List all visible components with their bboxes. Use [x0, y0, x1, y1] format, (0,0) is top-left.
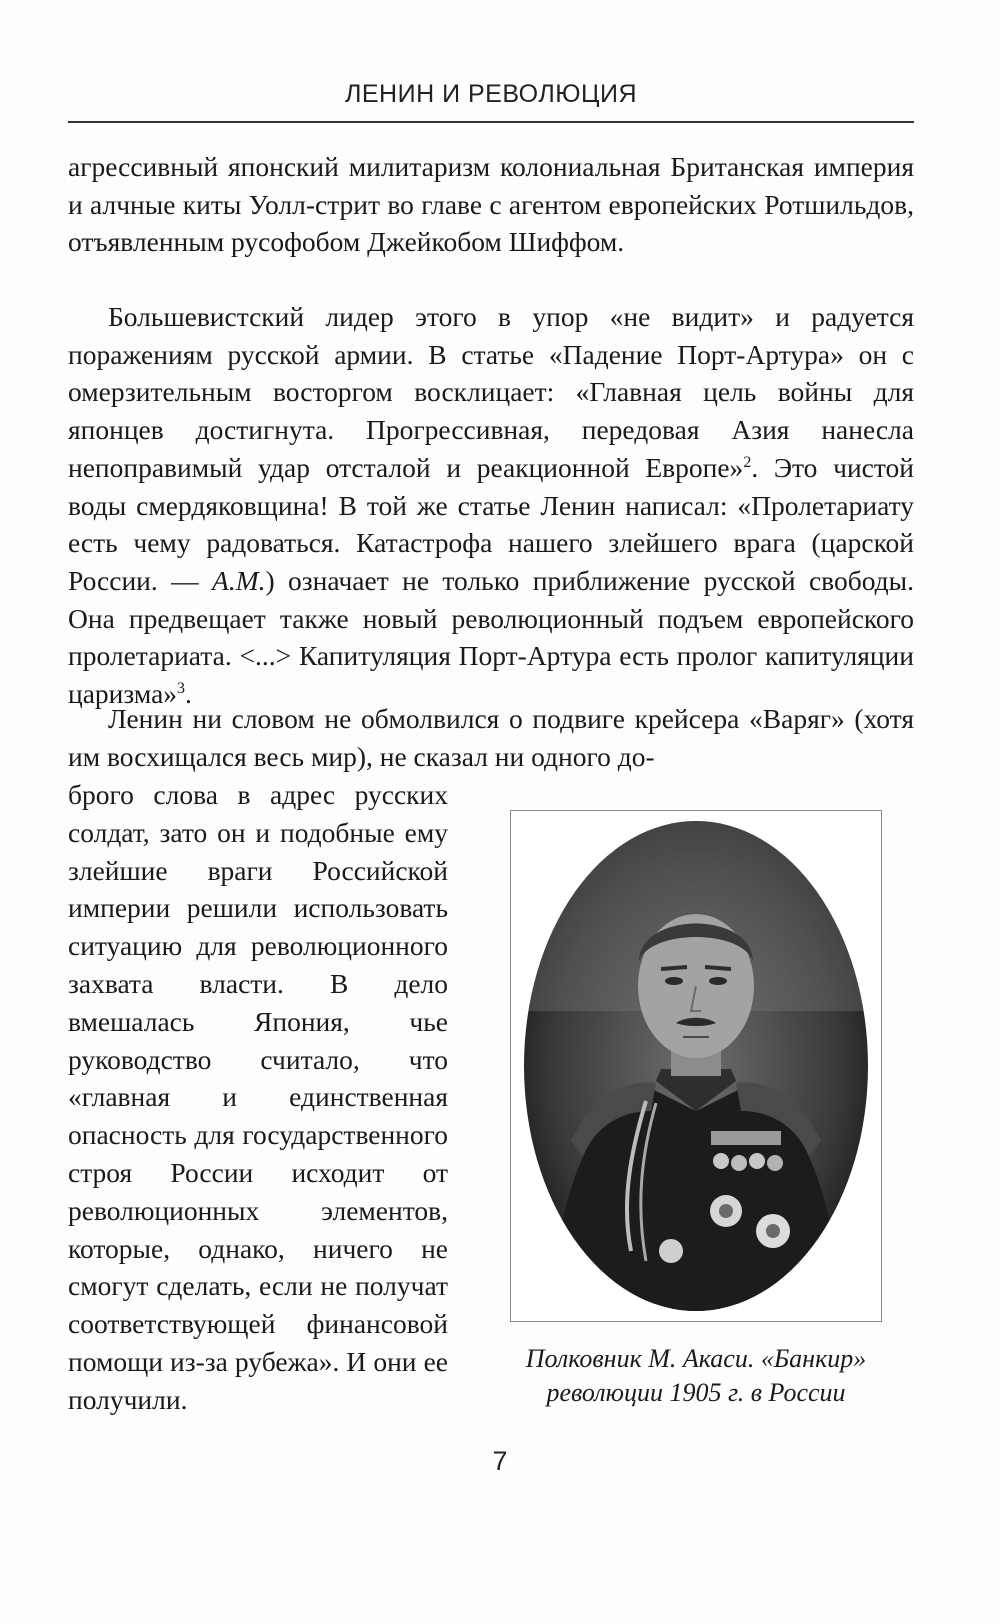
photo-caption [478, 1342, 914, 1410]
paragraph-2-text-d: . [185, 678, 192, 710]
footnote-ref-2: 2 [743, 453, 752, 471]
paragraph-2-text-c: ) означает не только приближение русской свободы. Она предвещает также новый революционный подъем европейского пролетариата. <...> Капитуляция Порт-Артура есть пролог капитуляции царизма» [68, 564, 914, 710]
photo-frame [510, 810, 882, 1322]
footnote-ref-3: 3 [177, 679, 186, 697]
paragraph-2-text-b: . Это чистой воды смердяковщина! В той же статье Ленин написал: «Пролетариату есть чему радоваться. Катастрофа нашего злейшего врага (царской России. — [68, 451, 914, 596]
paragraph-3-column: брого слова в адрес русских солдат, зато он и подобные ему злейшие враги Российской империи решили использовать ситуацию для революционного захвата власти. В дело вмешалась Япония, чье руководство считало, что «главная и единственная опасность для государственного строя России исходит от революционных элементов, которые, однако, ничего не смогут сделать, если не получат соответствующей финансовой помощи из-за рубежа». И они ее получили. [68, 779, 448, 1415]
paragraph-3-lead: Ленин ни словом не обмолвился о подвиге крейсера «Варяг» (хотя им восхищался весь мир), не сказал ни одного до- [68, 703, 914, 772]
running-title: ЛЕНИН И РЕВОЛЮЦИЯ [344, 80, 638, 108]
portrait-photo [511, 811, 881, 1321]
author-initials: А.М. [212, 564, 266, 596]
caption-line-1: Полковник М. Акаси. «Банкир» [525, 1344, 867, 1373]
header-rule [68, 121, 914, 123]
portrait-figure [478, 810, 914, 1410]
paragraph-2 [68, 298, 914, 713]
caption-line-2: революции 1905 г. в России [546, 1378, 846, 1407]
paragraph-2-text-a: Большевистский лидер этого в упор «не видит» и радуется поражениям русской армии. В статье «Падение Порт-Артура» он с омерзительным восторгом восклицает: «Главная цель войны для японцев достигнута. Прогрессивная, передовая Азия нанесла непоправимый удар отсталой и реакционной Европе» [68, 301, 914, 483]
page-number: 7 [492, 1446, 508, 1476]
paragraph-1: агрессивный японский милитаризм колониальная Британская империя и алчные киты Уолл-стрит во главе с агентом европейских Ротшильдов, отъявленным русофобом Джейкобом Шиффом. [68, 151, 914, 258]
